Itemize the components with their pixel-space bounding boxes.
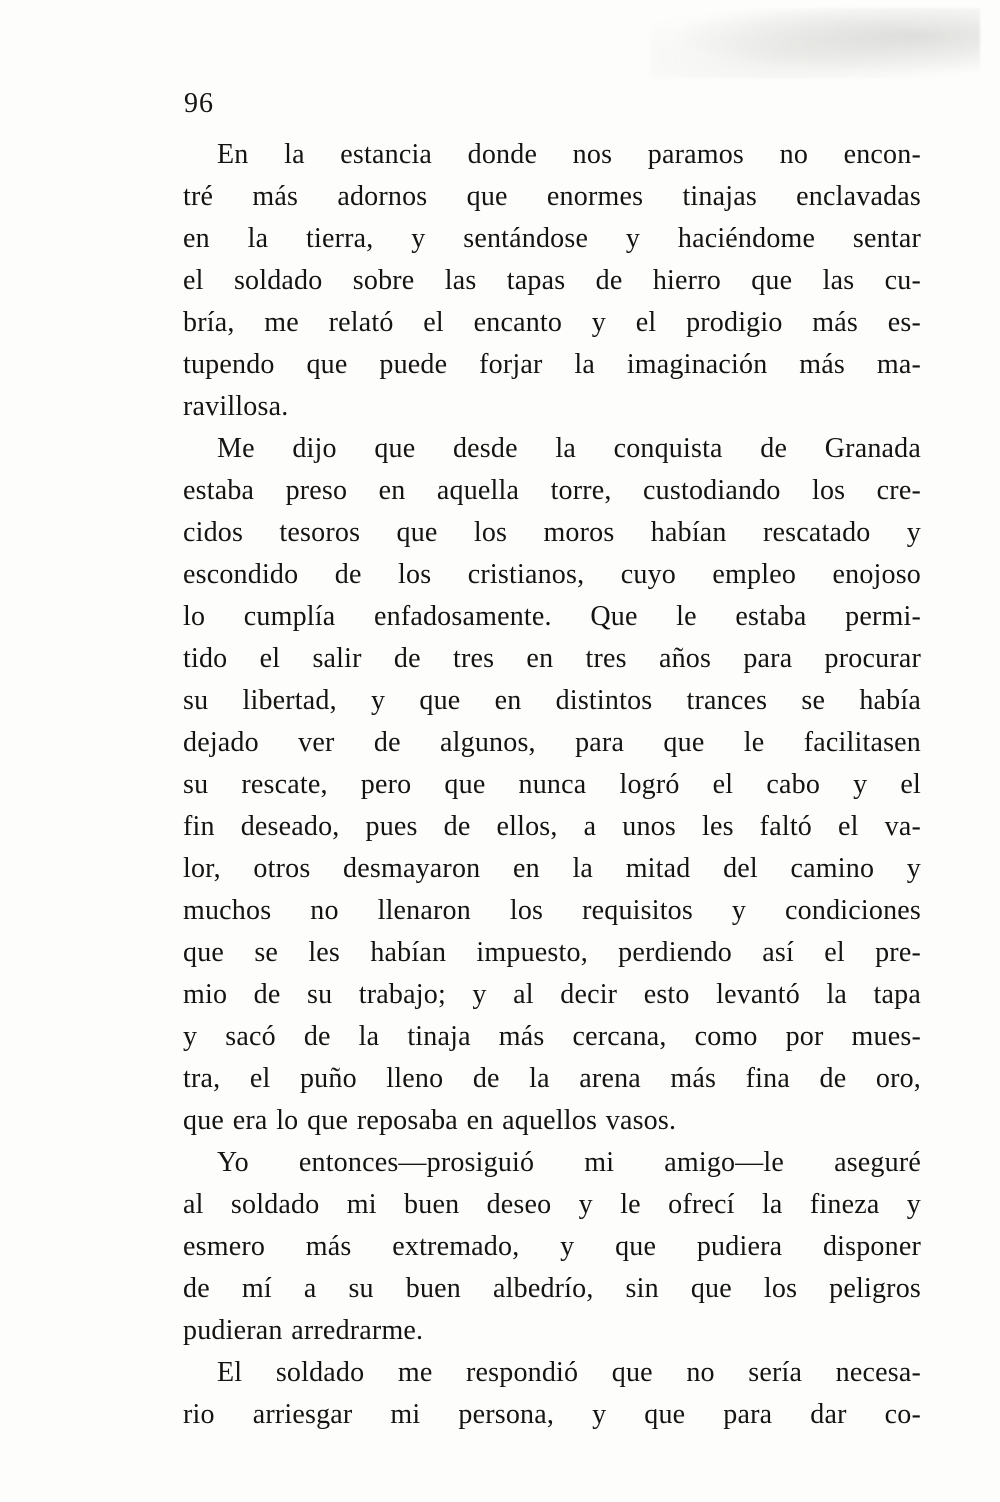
text-line: de mí a su buen albedrío, sin que los peligros bbox=[183, 1273, 921, 1304]
text-line: tré más adornos que enormes tinajas enclavadas bbox=[183, 181, 921, 212]
text-line: su libertad, y que en distintos trances se había bbox=[183, 685, 921, 716]
text-line: rio arriesgar mi persona, y que para dar co- bbox=[183, 1399, 921, 1430]
paragraph bbox=[183, 1352, 921, 1436]
text-line: lo cumplía enfadosamente. Que le estaba permi- bbox=[183, 601, 921, 632]
text-line: al soldado mi buen deseo y le ofrecí la fineza y bbox=[183, 1189, 921, 1220]
paragraph bbox=[183, 1142, 921, 1352]
page-number: 96 bbox=[184, 88, 214, 119]
text-line: En la estancia donde nos paramos no encon- bbox=[217, 139, 921, 170]
text-line: Yo entonces—prosiguió mi amigo—le aseguré bbox=[217, 1147, 921, 1178]
text-line: tido el salir de tres en tres años para procurar bbox=[183, 643, 921, 674]
text-line: tupendo que puede forjar la imaginación más ma- bbox=[183, 349, 921, 380]
text-line: dejado ver de algunos, para que le facilitasen bbox=[183, 727, 921, 758]
text-line: fin deseado, pues de ellos, a unos les faltó el va- bbox=[183, 811, 921, 842]
text-line: su rescate, pero que nunca logró el cabo y el bbox=[183, 769, 921, 800]
text-line: y sacó de la tinaja más cercana, como por mues- bbox=[183, 1021, 921, 1052]
text-line: estaba preso en aquella torre, custodiando los cre- bbox=[183, 475, 921, 506]
text-line: pudieran arredrarme. bbox=[183, 1315, 424, 1346]
paragraph bbox=[183, 134, 921, 428]
scan-artifact-smudge bbox=[650, 8, 980, 78]
text-line: en la tierra, y sentándose y haciéndome sentar bbox=[183, 223, 921, 254]
paragraph bbox=[183, 428, 921, 1142]
text-line: que se les habían impuesto, perdiendo así el pre- bbox=[183, 937, 921, 968]
text-line: ravillosa. bbox=[183, 391, 289, 422]
text-line: lor, otros desmayaron en la mitad del camino y bbox=[183, 853, 921, 884]
text-line: que era lo que reposaba en aquellos vasos. bbox=[183, 1105, 677, 1136]
text-line: cidos tesoros que los moros habían rescatado y bbox=[183, 517, 921, 548]
text-line: bría, me relató el encanto y el prodigio más es- bbox=[183, 307, 921, 338]
text-line: El soldado me respondió que no sería necesa- bbox=[217, 1357, 921, 1388]
page-text bbox=[183, 134, 921, 1436]
text-line: escondido de los cristianos, cuyo empleo enojoso bbox=[183, 559, 921, 590]
text-line: el soldado sobre las tapas de hierro que las cu- bbox=[183, 265, 921, 296]
text-line: tra, el puño lleno de la arena más fina de oro, bbox=[183, 1063, 921, 1094]
text-line: esmero más extremado, y que pudiera disponer bbox=[183, 1231, 921, 1262]
text-line: mio de su trabajo; y al decir esto levantó la tapa bbox=[183, 979, 921, 1010]
text-line: Me dijo que desde la conquista de Granada bbox=[217, 433, 921, 464]
text-line: muchos no llenaron los requisitos y condiciones bbox=[183, 895, 921, 926]
